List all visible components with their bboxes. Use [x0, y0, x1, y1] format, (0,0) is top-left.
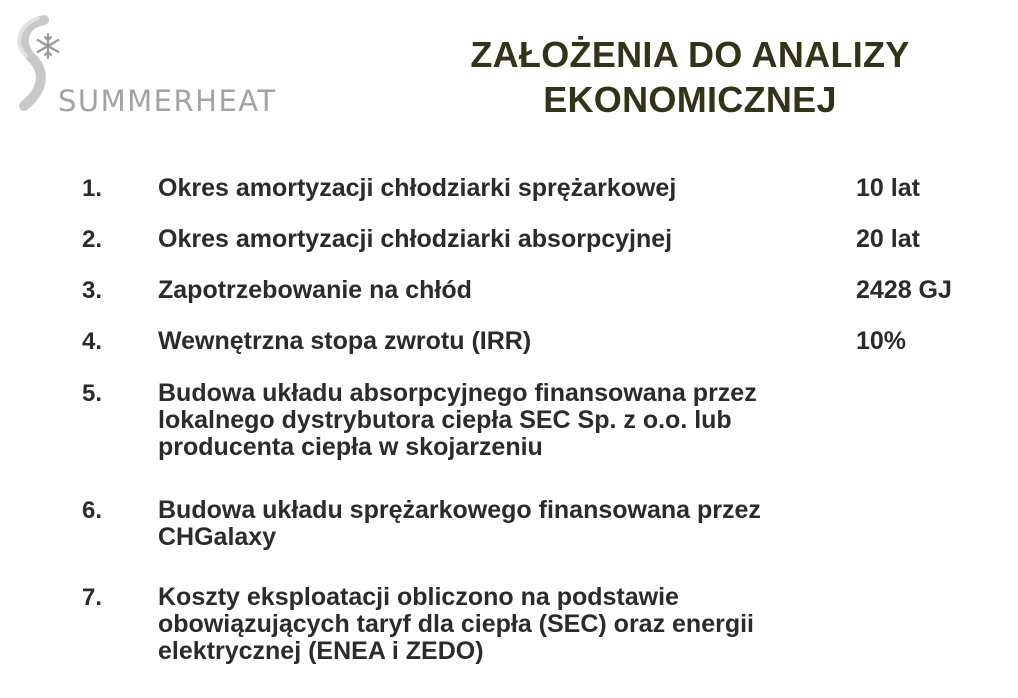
item-number: 7.: [82, 584, 103, 611]
item-text-line: CHGalaxy: [158, 523, 277, 551]
item-number: 3.: [82, 277, 103, 304]
item-number: 4.: [82, 328, 103, 355]
item-text-line: producenta ciepła w skojarzeniu: [158, 433, 543, 461]
item-text-line: lokalnego dystrybutora ciepła SEC Sp. z o.o. lub: [158, 406, 732, 434]
item-number: 2.: [82, 226, 103, 253]
title-line-1: ZAŁOŻENIA DO ANALIZY: [470, 34, 910, 75]
item-text: Okres amortyzacji chłodziarki absorpcyjnej: [158, 225, 673, 253]
item-text-line: Koszty eksploatacji obliczono na podstawie: [158, 583, 679, 611]
item-number: 1.: [82, 175, 103, 202]
title-line-2: EKONOMICZNEJ: [543, 79, 837, 120]
item-text-line: Budowa układu sprężarkowego finansowana przez: [158, 496, 761, 524]
item-text: [158, 380, 918, 461]
item-number: 5.: [82, 380, 103, 407]
item-value: 2428 GJ: [856, 276, 952, 304]
item-value: 10 lat: [856, 174, 920, 202]
item-text: [158, 584, 918, 665]
item-text-line: Budowa układu absorpcyjnego finansowana przez: [158, 379, 757, 407]
item-value: 20 lat: [856, 225, 920, 253]
item-text: Wewnętrzna stopa zwrotu (IRR): [158, 327, 532, 355]
item-text: [158, 497, 918, 551]
item-value: 10%: [856, 327, 907, 355]
item-text: Okres amortyzacji chłodziarki sprężarkowej: [158, 174, 677, 202]
logo-wordmark: SUMMERHEAT: [58, 84, 277, 118]
item-text-line: obowiązujących taryf dla ciepła (SEC) oraz energii: [158, 610, 754, 638]
item-number: 6.: [82, 497, 103, 524]
item-text-line: elektrycznej (ENEA i ZEDO): [158, 637, 484, 665]
item-text: Zapotrzebowanie na chłód: [158, 276, 472, 304]
